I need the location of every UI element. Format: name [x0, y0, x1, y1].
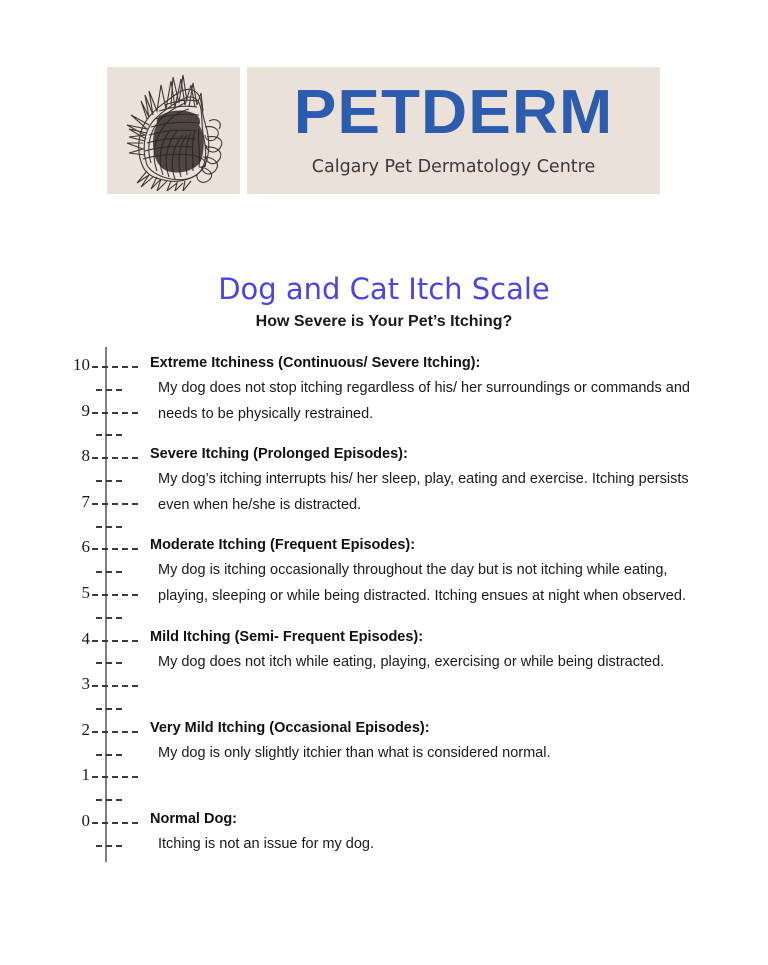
itch-entry-8	[150, 446, 689, 518]
page-title: Dog and Cat Itch Scale	[218, 272, 550, 306]
tick-minor-6	[96, 662, 122, 664]
logo-mark-panel	[107, 67, 240, 194]
tick-minor-5	[96, 617, 122, 619]
petderm-logo-banner	[107, 67, 660, 194]
itch-entry-heading: Normal Dog:	[150, 811, 237, 827]
itch-entry-line: My dog’s itching interrupts his/ her sleep, play, eating and exercise. Itching persists	[158, 471, 689, 488]
tick-minor-7	[96, 708, 122, 710]
tick-minor-1	[96, 434, 122, 436]
scale-number-7: 7	[81, 491, 90, 511]
scale-number-1: 1	[81, 765, 90, 785]
tick-minor-0	[96, 389, 122, 391]
scale-number-4: 4	[81, 628, 90, 648]
tick-minor-2	[96, 480, 122, 482]
scale-number-2: 2	[81, 719, 90, 739]
tick-minor-8	[96, 754, 122, 756]
logo-text-panel	[247, 67, 660, 194]
itch-entry-heading: Severe Itching (Prolonged Episodes):	[150, 446, 408, 463]
itch-scale-axis	[105, 347, 107, 862]
itch-entry-heading: Mild Itching (Semi- Frequent Episodes):	[150, 628, 424, 645]
scale-number-9: 9	[81, 400, 90, 420]
tick-major-6	[92, 548, 138, 550]
scale-number-8: 8	[81, 446, 90, 466]
itch-entry-0	[150, 811, 374, 857]
itch-entry-line: My dog is only slightly itchier than what is considered normal.	[158, 744, 551, 761]
logo-tagline: Calgary Pet Dermatology Centre	[311, 157, 596, 177]
scale-number-10: 10	[73, 355, 90, 374]
tick-minor-10	[96, 845, 122, 847]
scale-number-0: 0	[81, 811, 90, 830]
itch-entry-heading: Moderate Itching (Frequent Episodes):	[150, 537, 416, 554]
itch-entry-10	[150, 355, 690, 427]
itch-entry-6	[150, 537, 686, 609]
tick-major-7	[92, 503, 138, 505]
tick-major-8	[92, 457, 138, 459]
itch-entry-2	[150, 720, 550, 766]
scribbled-dog-drawing-icon	[113, 71, 235, 191]
scale-number-5: 5	[81, 583, 90, 602]
itch-entry-line: playing, sleeping or while being distracted. Itching ensues at night when observed.	[158, 588, 686, 605]
petderm-wordmark: PETDERM	[293, 78, 614, 147]
page-subtitle: How Severe is Your Pet’s Itching?	[255, 313, 513, 330]
itch-entry-line: My dog does not itch while eating, playing, exercising or while being distracted.	[158, 653, 665, 670]
itch-entry-line: needs to be physically restrained.	[158, 406, 374, 422]
tick-major-2	[92, 731, 138, 733]
itch-entry-line: even when he/she is distracted.	[158, 497, 362, 514]
itch-entry-heading: Very Mild Itching (Occasional Episodes):	[150, 719, 430, 736]
itch-entry-4	[150, 629, 664, 675]
itch-entry-line: Itching is not an issue for my dog.	[158, 836, 374, 852]
tick-major-4	[92, 640, 138, 642]
scale-number-3: 3	[81, 674, 90, 694]
tick-major-5	[92, 594, 138, 596]
tick-major-3	[92, 685, 138, 687]
itch-entry-heading: Extreme Itchiness (Continuous/ Severe Itching):	[150, 355, 481, 371]
tick-major-10	[92, 366, 138, 368]
tick-major-9	[92, 412, 138, 414]
tick-major-1	[92, 776, 138, 778]
tick-minor-3	[96, 526, 122, 528]
scale-number-6: 6	[81, 537, 90, 557]
tick-minor-4	[96, 571, 122, 573]
tick-minor-9	[96, 799, 122, 801]
itch-entry-line: My dog is itching occasionally throughout the day but is not itching while eating,	[158, 562, 668, 579]
tick-major-0	[92, 822, 138, 824]
itch-entry-line: My dog does not stop itching regardless of his/ her surroundings or commands and	[158, 380, 690, 396]
